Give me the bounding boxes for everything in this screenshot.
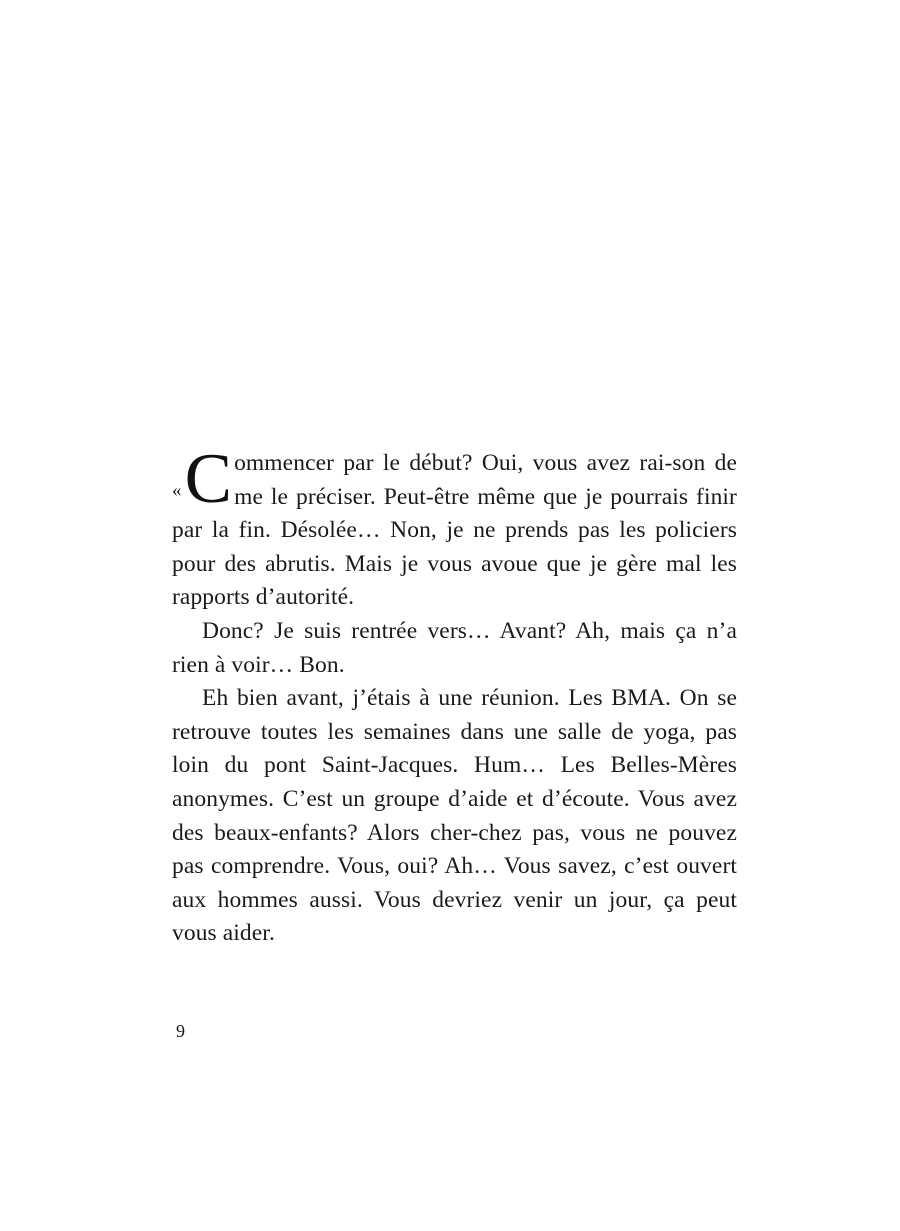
page-number: 9 xyxy=(176,1021,185,1041)
drop-cap: C xyxy=(184,440,233,518)
paragraph-second: Donc? Je suis rentrée vers… Avant? Ah, mais ça n’a rien à voir… Bon. xyxy=(172,617,737,678)
paragraph-text: ommencer par le début? Oui, vous avez rai-son de me le préciser. Peut-être même que je pourrais finir par la fin. Désolée… Non, je ne prends pas les policiers pour des abrutis. Mais je vous avoue que je gère mal les rapports d’autorité. xyxy=(172,450,737,611)
paragraph-opening xyxy=(172,440,737,615)
opening-quote-mark: « xyxy=(172,480,182,501)
paragraph-third: Eh bien avant, j’étais à une réunion. Les BMA. On se retrouve toutes les semaines dans une salle de yoga, pas loin du pont Saint-Jacques. Hum… Les Belles-Mères anonymes. C’est un groupe d’aide et d’écoute. Vous avez des beaux-enfants? Alors cher-chez pas, vous ne pouvez pas comprendre. Vous, oui? Ah… Vous savez, c’est ouvert aux hommes aussi. Vous devriez venir un jour, ça peut vous aider. xyxy=(172,685,737,947)
body-text xyxy=(172,440,737,951)
